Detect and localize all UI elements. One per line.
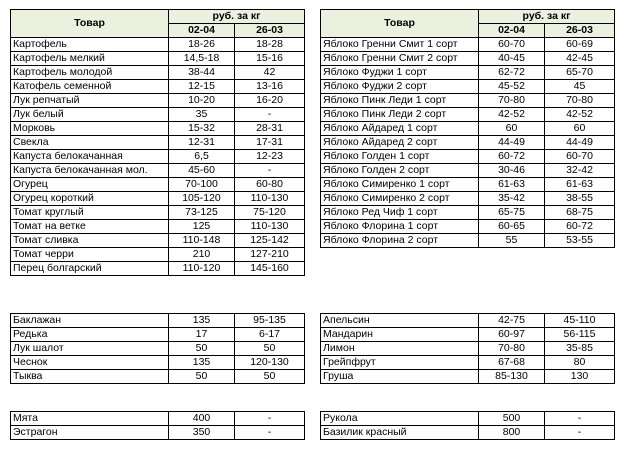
price-date-2: 16-20 (235, 94, 305, 108)
product-name: Картофель (11, 38, 169, 52)
table-row (11, 342, 305, 356)
price-date-2: 130 (545, 370, 615, 384)
price-date-1: 135 (169, 314, 235, 328)
price-date-1: 38-44 (169, 66, 235, 80)
price-date-2: 70-80 (545, 94, 615, 108)
price-date-2: 56-115 (545, 328, 615, 342)
price-date-1: 110-148 (169, 234, 235, 248)
price-date-2: 42 (235, 66, 305, 80)
product-name: Тыква (11, 370, 169, 384)
product-name: Апельсин (321, 314, 479, 328)
table-row (321, 370, 615, 384)
product-name: Огурец (11, 178, 169, 192)
price-date-1: 60-65 (479, 220, 545, 234)
herb-price-table (10, 411, 305, 440)
price-date-1: 42-52 (479, 108, 545, 122)
table-row (321, 314, 615, 328)
price-date-1: 60 (479, 122, 545, 136)
table-row (321, 234, 615, 248)
price-date-2: 60-80 (235, 178, 305, 192)
product-name: Огурец короткий (11, 192, 169, 206)
price-date-1: 210 (169, 248, 235, 262)
price-date-1: 67-68 (479, 356, 545, 370)
price-date-2: 32-42 (545, 164, 615, 178)
table-row (11, 328, 305, 342)
product-name: Яблоко Симиренко 2 сорт (321, 192, 479, 206)
product-name: Яблоко Флорина 1 сорт (321, 220, 479, 234)
price-date-1: 12-15 (169, 80, 235, 94)
table-row (321, 342, 615, 356)
product-header: Товар (321, 10, 479, 38)
table-row (11, 122, 305, 136)
product-name: Картофель мелкий (11, 52, 169, 66)
price-date-2: 127-210 (235, 248, 305, 262)
price-date-1: 110-120 (169, 262, 235, 276)
product-name: Томат сливка (11, 234, 169, 248)
price-date-2: 110-130 (235, 192, 305, 206)
price-date-1: 60-97 (479, 328, 545, 342)
table-row (321, 164, 615, 178)
price-date-1: 70-100 (169, 178, 235, 192)
price-date-2: 61-63 (545, 178, 615, 192)
price-date-2: 110-130 (235, 220, 305, 234)
product-name: Перец болгарский (11, 262, 169, 276)
unit-header: руб. за кг (479, 10, 615, 24)
product-name: Грейпфрут (321, 356, 479, 370)
product-name: Морковь (11, 122, 169, 136)
price-date-1: 400 (169, 412, 235, 426)
price-date-1: 17 (169, 328, 235, 342)
price-date-1: 800 (479, 426, 545, 440)
product-name: Яблоко Флорина 2 сорт (321, 234, 479, 248)
table-row (321, 356, 615, 370)
table-row (11, 80, 305, 94)
product-name: Катофель семенной (11, 80, 169, 94)
price-date-1: 65-75 (479, 206, 545, 220)
table-row (11, 412, 305, 426)
table-row (11, 150, 305, 164)
price-date-2: 6-17 (235, 328, 305, 342)
table-row (11, 192, 305, 206)
table-row (321, 192, 615, 206)
price-date-1: 50 (169, 342, 235, 356)
table-row (321, 136, 615, 150)
price-date-1: 44-49 (479, 136, 545, 150)
date-header-2: 26-03 (235, 24, 305, 38)
product-name: Яблоко Фуджи 2 сорт (321, 80, 479, 94)
product-name: Лук репчатый (11, 94, 169, 108)
price-date-2: 50 (235, 370, 305, 384)
price-date-1: 55 (479, 234, 545, 248)
product-name: Баклажан (11, 314, 169, 328)
table-row (11, 136, 305, 150)
price-date-1: 135 (169, 356, 235, 370)
price-date-1: 50 (169, 370, 235, 384)
table-row (11, 426, 305, 440)
price-date-1: 350 (169, 426, 235, 440)
price-date-1: 70-80 (479, 342, 545, 356)
product-name: Яблоко Симиренко 1 сорт (321, 178, 479, 192)
table-row (11, 178, 305, 192)
price-date-1: 105-120 (169, 192, 235, 206)
price-date-2: 28-31 (235, 122, 305, 136)
product-name: Яблоко Ред Чиф 1 сорт (321, 206, 479, 220)
table-row (11, 314, 305, 328)
price-date-2: 35-85 (545, 342, 615, 356)
price-date-2: - (235, 412, 305, 426)
table-row (11, 164, 305, 178)
table-row (321, 178, 615, 192)
price-date-1: 500 (479, 412, 545, 426)
price-date-2: 80 (545, 356, 615, 370)
price-date-1: 30-46 (479, 164, 545, 178)
price-date-2: - (235, 426, 305, 440)
price-date-1: 6,5 (169, 150, 235, 164)
table-row (321, 52, 615, 66)
product-header: Товар (11, 10, 169, 38)
table-row (321, 108, 615, 122)
price-date-2: - (235, 108, 305, 122)
price-date-2: 38-55 (545, 192, 615, 206)
product-name: Яблоко Фуджи 1 сорт (321, 66, 479, 80)
price-date-1: 60-70 (479, 38, 545, 52)
price-date-2: 145-160 (235, 262, 305, 276)
price-date-1: 35 (169, 108, 235, 122)
price-date-2: 12-23 (235, 150, 305, 164)
table-row (321, 38, 615, 52)
table-row (11, 248, 305, 262)
table-row (11, 206, 305, 220)
price-date-2: 95-135 (235, 314, 305, 328)
price-date-2: 44-49 (545, 136, 615, 150)
table-row (11, 220, 305, 234)
table-row (321, 206, 615, 220)
table-row (11, 66, 305, 80)
price-date-2: 45-110 (545, 314, 615, 328)
price-date-1: 10-20 (169, 94, 235, 108)
product-name: Яблоко Гренни Смит 1 сорт (321, 38, 479, 52)
price-date-2: 15-16 (235, 52, 305, 66)
unit-header: руб. за кг (169, 10, 305, 24)
table-row (321, 220, 615, 234)
date-header-1: 02-04 (479, 24, 545, 38)
price-date-2: 120-130 (235, 356, 305, 370)
price-date-2: - (235, 164, 305, 178)
price-date-1: 73-125 (169, 206, 235, 220)
vegetable-price-table (10, 9, 305, 276)
table-row (321, 94, 615, 108)
table-row (11, 52, 305, 66)
product-name: Яблоко Айдаред 1 сорт (321, 122, 479, 136)
vegetable-price-table-2 (10, 313, 305, 384)
table-row (321, 412, 615, 426)
product-name: Лук белый (11, 108, 169, 122)
price-date-2: 53-55 (545, 234, 615, 248)
table-row (321, 328, 615, 342)
price-date-2: 60-70 (545, 150, 615, 164)
price-date-2: 13-16 (235, 80, 305, 94)
table-row (11, 38, 305, 52)
greens-price-table (320, 411, 615, 440)
table-row (11, 234, 305, 248)
price-date-2: 17-31 (235, 136, 305, 150)
price-date-1: 42-75 (479, 314, 545, 328)
price-date-1: 12-31 (169, 136, 235, 150)
price-date-2: 60 (545, 122, 615, 136)
price-date-2: 125-142 (235, 234, 305, 248)
table-row (11, 356, 305, 370)
table-row (11, 262, 305, 276)
table-row (11, 108, 305, 122)
product-name: Мята (11, 412, 169, 426)
product-name: Редька (11, 328, 169, 342)
product-name: Яблоко Голден 1 сорт (321, 150, 479, 164)
price-date-2: 42-52 (545, 108, 615, 122)
price-date-2: 60-72 (545, 220, 615, 234)
table-row (321, 426, 615, 440)
product-name: Томат черри (11, 248, 169, 262)
price-date-2: 65-70 (545, 66, 615, 80)
product-name: Яблоко Гренни Смит 2 сорт (321, 52, 479, 66)
fruit-price-table (320, 313, 615, 384)
price-date-1: 62-72 (479, 66, 545, 80)
product-name: Картофель молодой (11, 66, 169, 80)
table-row (11, 370, 305, 384)
product-name: Мандарин (321, 328, 479, 342)
price-date-1: 125 (169, 220, 235, 234)
product-name: Томат круглый (11, 206, 169, 220)
table-row (321, 150, 615, 164)
price-date-1: 40-45 (479, 52, 545, 66)
price-date-2: 75-120 (235, 206, 305, 220)
product-name: Эстрагон (11, 426, 169, 440)
price-date-2: 45 (545, 80, 615, 94)
price-date-1: 60-72 (479, 150, 545, 164)
product-name: Рукола (321, 412, 479, 426)
product-name: Яблоко Пинк Леди 2 сорт (321, 108, 479, 122)
date-header-2: 26-03 (545, 24, 615, 38)
price-date-1: 18-26 (169, 38, 235, 52)
price-date-2: - (545, 426, 615, 440)
table-row (321, 66, 615, 80)
product-name: Лимон (321, 342, 479, 356)
price-date-2: - (545, 412, 615, 426)
price-date-1: 14,5-18 (169, 52, 235, 66)
table-row (321, 122, 615, 136)
price-date-1: 85-130 (479, 370, 545, 384)
price-date-2: 60-69 (545, 38, 615, 52)
price-date-2: 18-28 (235, 38, 305, 52)
product-name: Базилик красный (321, 426, 479, 440)
product-name: Капуста белокачанная (11, 150, 169, 164)
price-date-1: 70-80 (479, 94, 545, 108)
price-date-1: 45-60 (169, 164, 235, 178)
product-name: Яблоко Айдаред 2 сорт (321, 136, 479, 150)
price-date-2: 50 (235, 342, 305, 356)
product-name: Томат на ветке (11, 220, 169, 234)
product-name: Свекла (11, 136, 169, 150)
price-date-2: 68-75 (545, 206, 615, 220)
table-row (11, 94, 305, 108)
price-date-1: 35-42 (479, 192, 545, 206)
price-date-1: 45-52 (479, 80, 545, 94)
price-date-1: 61-63 (479, 178, 545, 192)
table-row (321, 80, 615, 94)
product-name: Капуста белокачанная мол. (11, 164, 169, 178)
product-name: Яблоко Пинк Леди 1 сорт (321, 94, 479, 108)
product-name: Лук шалот (11, 342, 169, 356)
price-date-2: 42-45 (545, 52, 615, 66)
product-name: Яблоко Голден 2 сорт (321, 164, 479, 178)
product-name: Груша (321, 370, 479, 384)
product-name: Чеснок (11, 356, 169, 370)
apple-price-table (320, 9, 615, 248)
price-date-1: 15-32 (169, 122, 235, 136)
date-header-1: 02-04 (169, 24, 235, 38)
